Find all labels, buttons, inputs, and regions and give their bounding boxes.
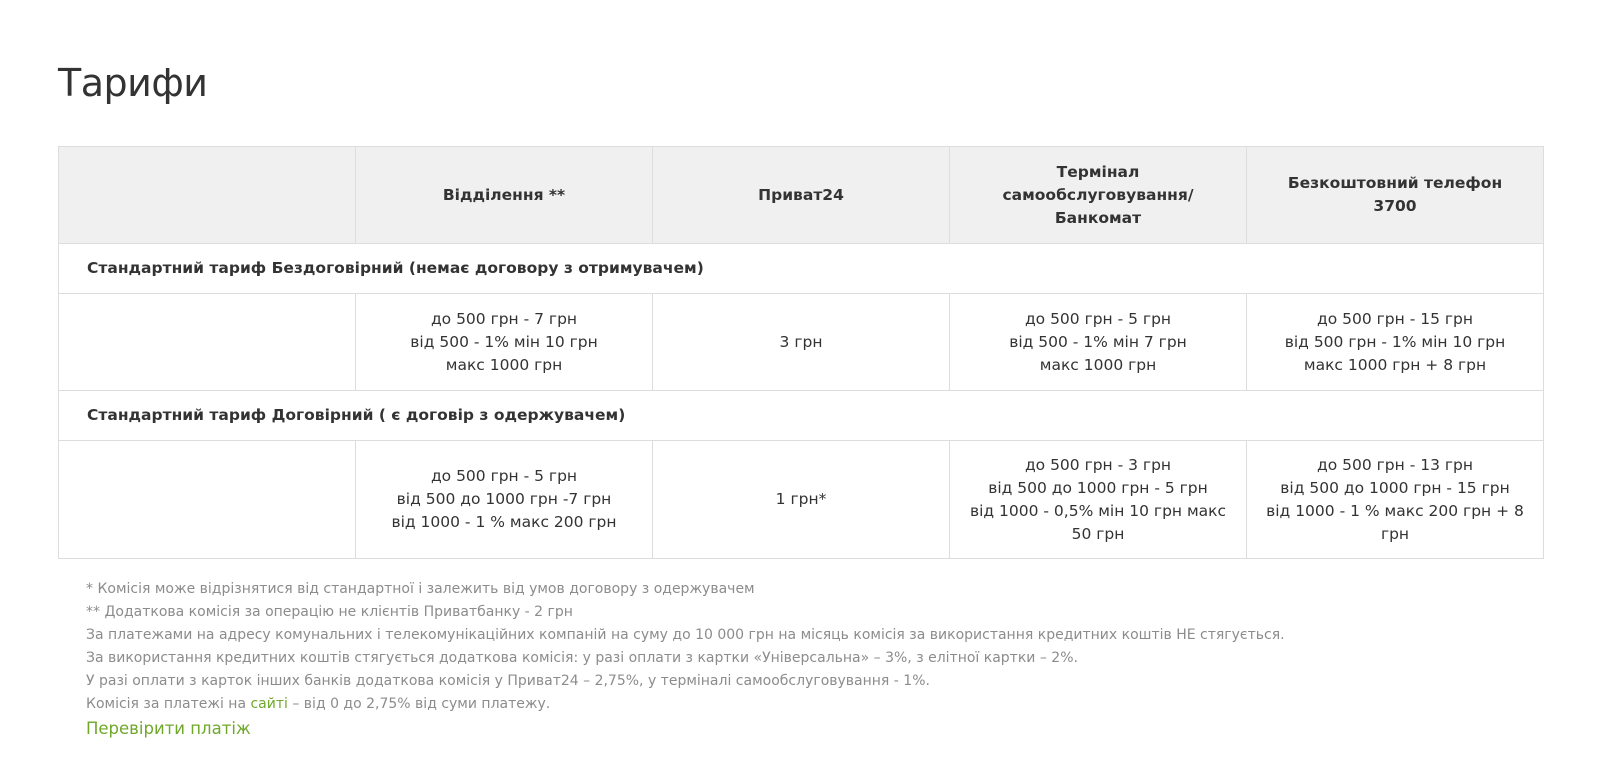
cell-line: грн (1380, 524, 1410, 543)
footnote-site-commission (86, 693, 1285, 716)
cell-line: макс 1000 грн (1039, 355, 1157, 374)
site-link[interactable]: сайті (250, 696, 288, 712)
site-line-suffix: – від 0 до 2,75% від суми платежу. (287, 696, 551, 712)
cell-line: 50 грн (1071, 524, 1125, 543)
section-row-non-contract (59, 244, 1544, 294)
header-line: 3700 (1373, 197, 1417, 215)
cell-line: 3 грн (779, 332, 823, 351)
section-row-contract (59, 391, 1544, 441)
cell-line: макс 1000 грн (445, 355, 563, 374)
cell-line: від 1000 - 0,5% мін 10 грн макс (969, 501, 1227, 520)
section-title: Стандартний тариф Бездоговірний (немає договору з отримувачем) (59, 244, 1544, 294)
table-cell-terminal (950, 294, 1247, 391)
header-privat24 (653, 147, 950, 244)
header-line: Відділення ** (442, 185, 566, 204)
footnote-commission: * Комісія може відрізнятися від стандартної і залежить від умов договору з одержувачем (86, 581, 755, 597)
footnotes (86, 578, 1285, 741)
cell-line: від 500 до 1000 грн -7 грн (396, 490, 612, 508)
header-line: Банкомат (1054, 208, 1142, 227)
cell-line: до 500 грн - 5 грн (1024, 309, 1172, 328)
table-cell-empty (59, 294, 356, 391)
table-cell-branch (356, 441, 653, 559)
table-cell-phone (1247, 294, 1544, 391)
cell-line: до 500 грн - 5 грн (430, 467, 578, 485)
site-line-prefix: Комісія за платежі на (86, 696, 251, 712)
header-phone (1247, 147, 1544, 244)
table-cell-terminal (950, 441, 1247, 559)
footnote-extra-fee: ** Додаткова комісія за операцію не клієнтів Приватбанку - 2 грн (86, 604, 573, 620)
section-title: Стандартний тариф Договірний ( є договір з одержувачем) (59, 391, 1544, 441)
cell-line: від 1000 - 1 % макс 200 грн + 8 (1266, 501, 1524, 520)
page-title: Тарифи (58, 61, 208, 105)
header-empty (59, 147, 356, 244)
cell-line: до 500 грн - 3 грн (1024, 455, 1172, 474)
table-header-row (59, 147, 1544, 244)
footnote-credit-fee: За використання кредитних коштів стягується додаткова комісія: у разі оплати з картки «Універсальна» – 3%, з елітної картки – 2%. (86, 650, 1078, 666)
header-line: Безкоштовний телефон (1287, 174, 1503, 192)
cell-line: від 500 до 1000 грн - 15 грн (1280, 478, 1510, 497)
header-line: Приват24 (758, 185, 844, 204)
footnote-utilities: За платежами на адресу комунальних і телекомунікаційних компаній на суму до 10 000 грн на місяць комісія за використання кредитних коштів НЕ стягується. (86, 627, 1285, 643)
cell-line: від 500 - 1% мін 7 грн (1009, 332, 1187, 351)
table-row (59, 441, 1544, 559)
header-terminal (950, 147, 1247, 244)
cell-line: до 500 грн - 15 грн (1317, 309, 1473, 328)
cell-line: від 500 - 1% мін 10 грн (410, 332, 598, 351)
cell-line: до 500 грн - 7 грн (430, 309, 578, 328)
header-line: Термінал (1056, 162, 1140, 181)
cell-line: від 1000 - 1 % макс 200 грн (391, 513, 617, 531)
table-cell-privat24 (653, 441, 950, 559)
cell-line: від 500 до 1000 грн - 5 грн (988, 478, 1208, 497)
cell-line: від 500 грн - 1% мін 10 грн (1284, 332, 1506, 351)
table-cell-branch (356, 294, 653, 391)
table-cell-privat24 (653, 294, 950, 391)
check-payment-link[interactable]: Перевірити платіж (86, 719, 251, 738)
cell-line: макс 1000 грн + 8 грн (1303, 355, 1487, 374)
header-line: самообслуговування/ (1002, 185, 1194, 204)
header-branch (356, 147, 653, 244)
table-cell-empty (59, 441, 356, 559)
tariffs-table (58, 146, 1544, 559)
footnote-other-banks: У разі оплати з карток інших банків додаткова комісія у Приват24 – 2,75%, у терміналі самообслуговування - 1%. (86, 673, 930, 689)
table-cell-phone (1247, 441, 1544, 559)
table-row (59, 294, 1544, 391)
cell-line: 1 грн* (775, 490, 827, 508)
cell-line: до 500 грн - 13 грн (1317, 455, 1473, 474)
